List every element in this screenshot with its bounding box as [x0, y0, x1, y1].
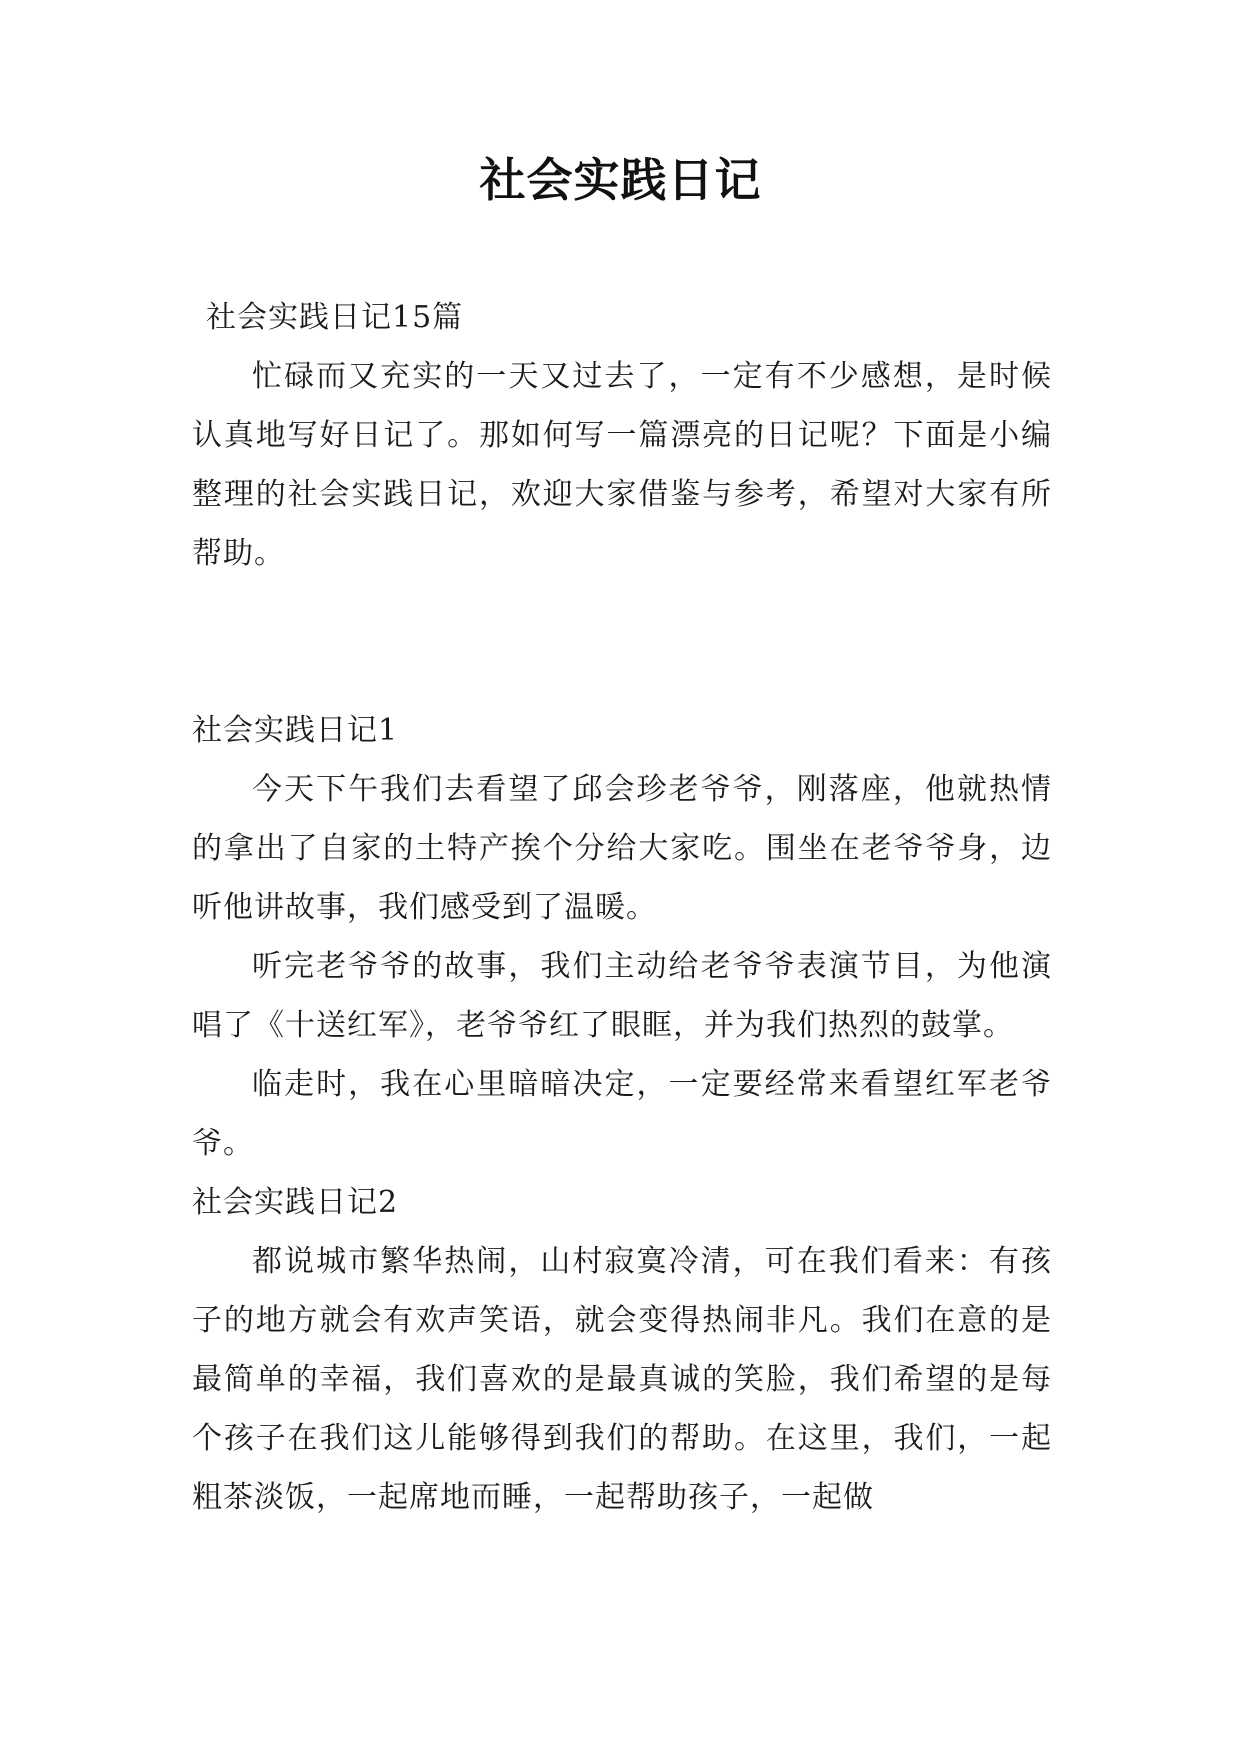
section-heading: 社会实践日记2 — [192, 1185, 399, 1220]
section-paragraph: 临走时，我在心里暗暗决定，一定要经常来看望红军老爷爷。 — [192, 1067, 1052, 1161]
section-paragraph: 都说城市繁华热闹，山村寂寞冷清，可在我们看来：有孩子的地方就会有欢声笑语，就会变得热闹非凡。我们在意的是最简单的幸福，我们喜欢的是最真诚的笑脸，我们希望的是每个孩子在我们这儿能够得到我们的帮助。在这里，我们，一起粗茶淡饭，一起席地而睡，一起帮助孩子，一起做 — [192, 1244, 1052, 1515]
section-paragraph: 今天下午我们去看望了邱会珍老爷爷，刚落座，他就热情的拿出了自家的土特产挨个分给大家吃。围坐在老爷爷身，边听他讲故事，我们感受到了温暖。 — [192, 772, 1052, 925]
intro-paragraph: 忙碌而又充实的一天又过去了，一定有不少感想，是时候认真地写好日记了。那如何写一篇漂亮的日记呢？下面是小编整理的社会实践日记，欢迎大家借鉴与参考，希望对大家有所帮助。 — [192, 359, 1052, 571]
document-title: 社会实践日记 — [479, 153, 762, 207]
section-spacer — [192, 583, 1052, 701]
document-body — [192, 288, 1052, 1527]
section-heading: 社会实践日记1 — [192, 713, 399, 748]
section-paragraph: 听完老爷爷的故事，我们主动给老爷爷表演节目，为他演唱了《十送红军》，老爷爷红了眼眶，并为我们热烈的鼓掌。 — [192, 949, 1052, 1043]
document-subtitle: 社会实践日记15篇 — [206, 300, 464, 335]
